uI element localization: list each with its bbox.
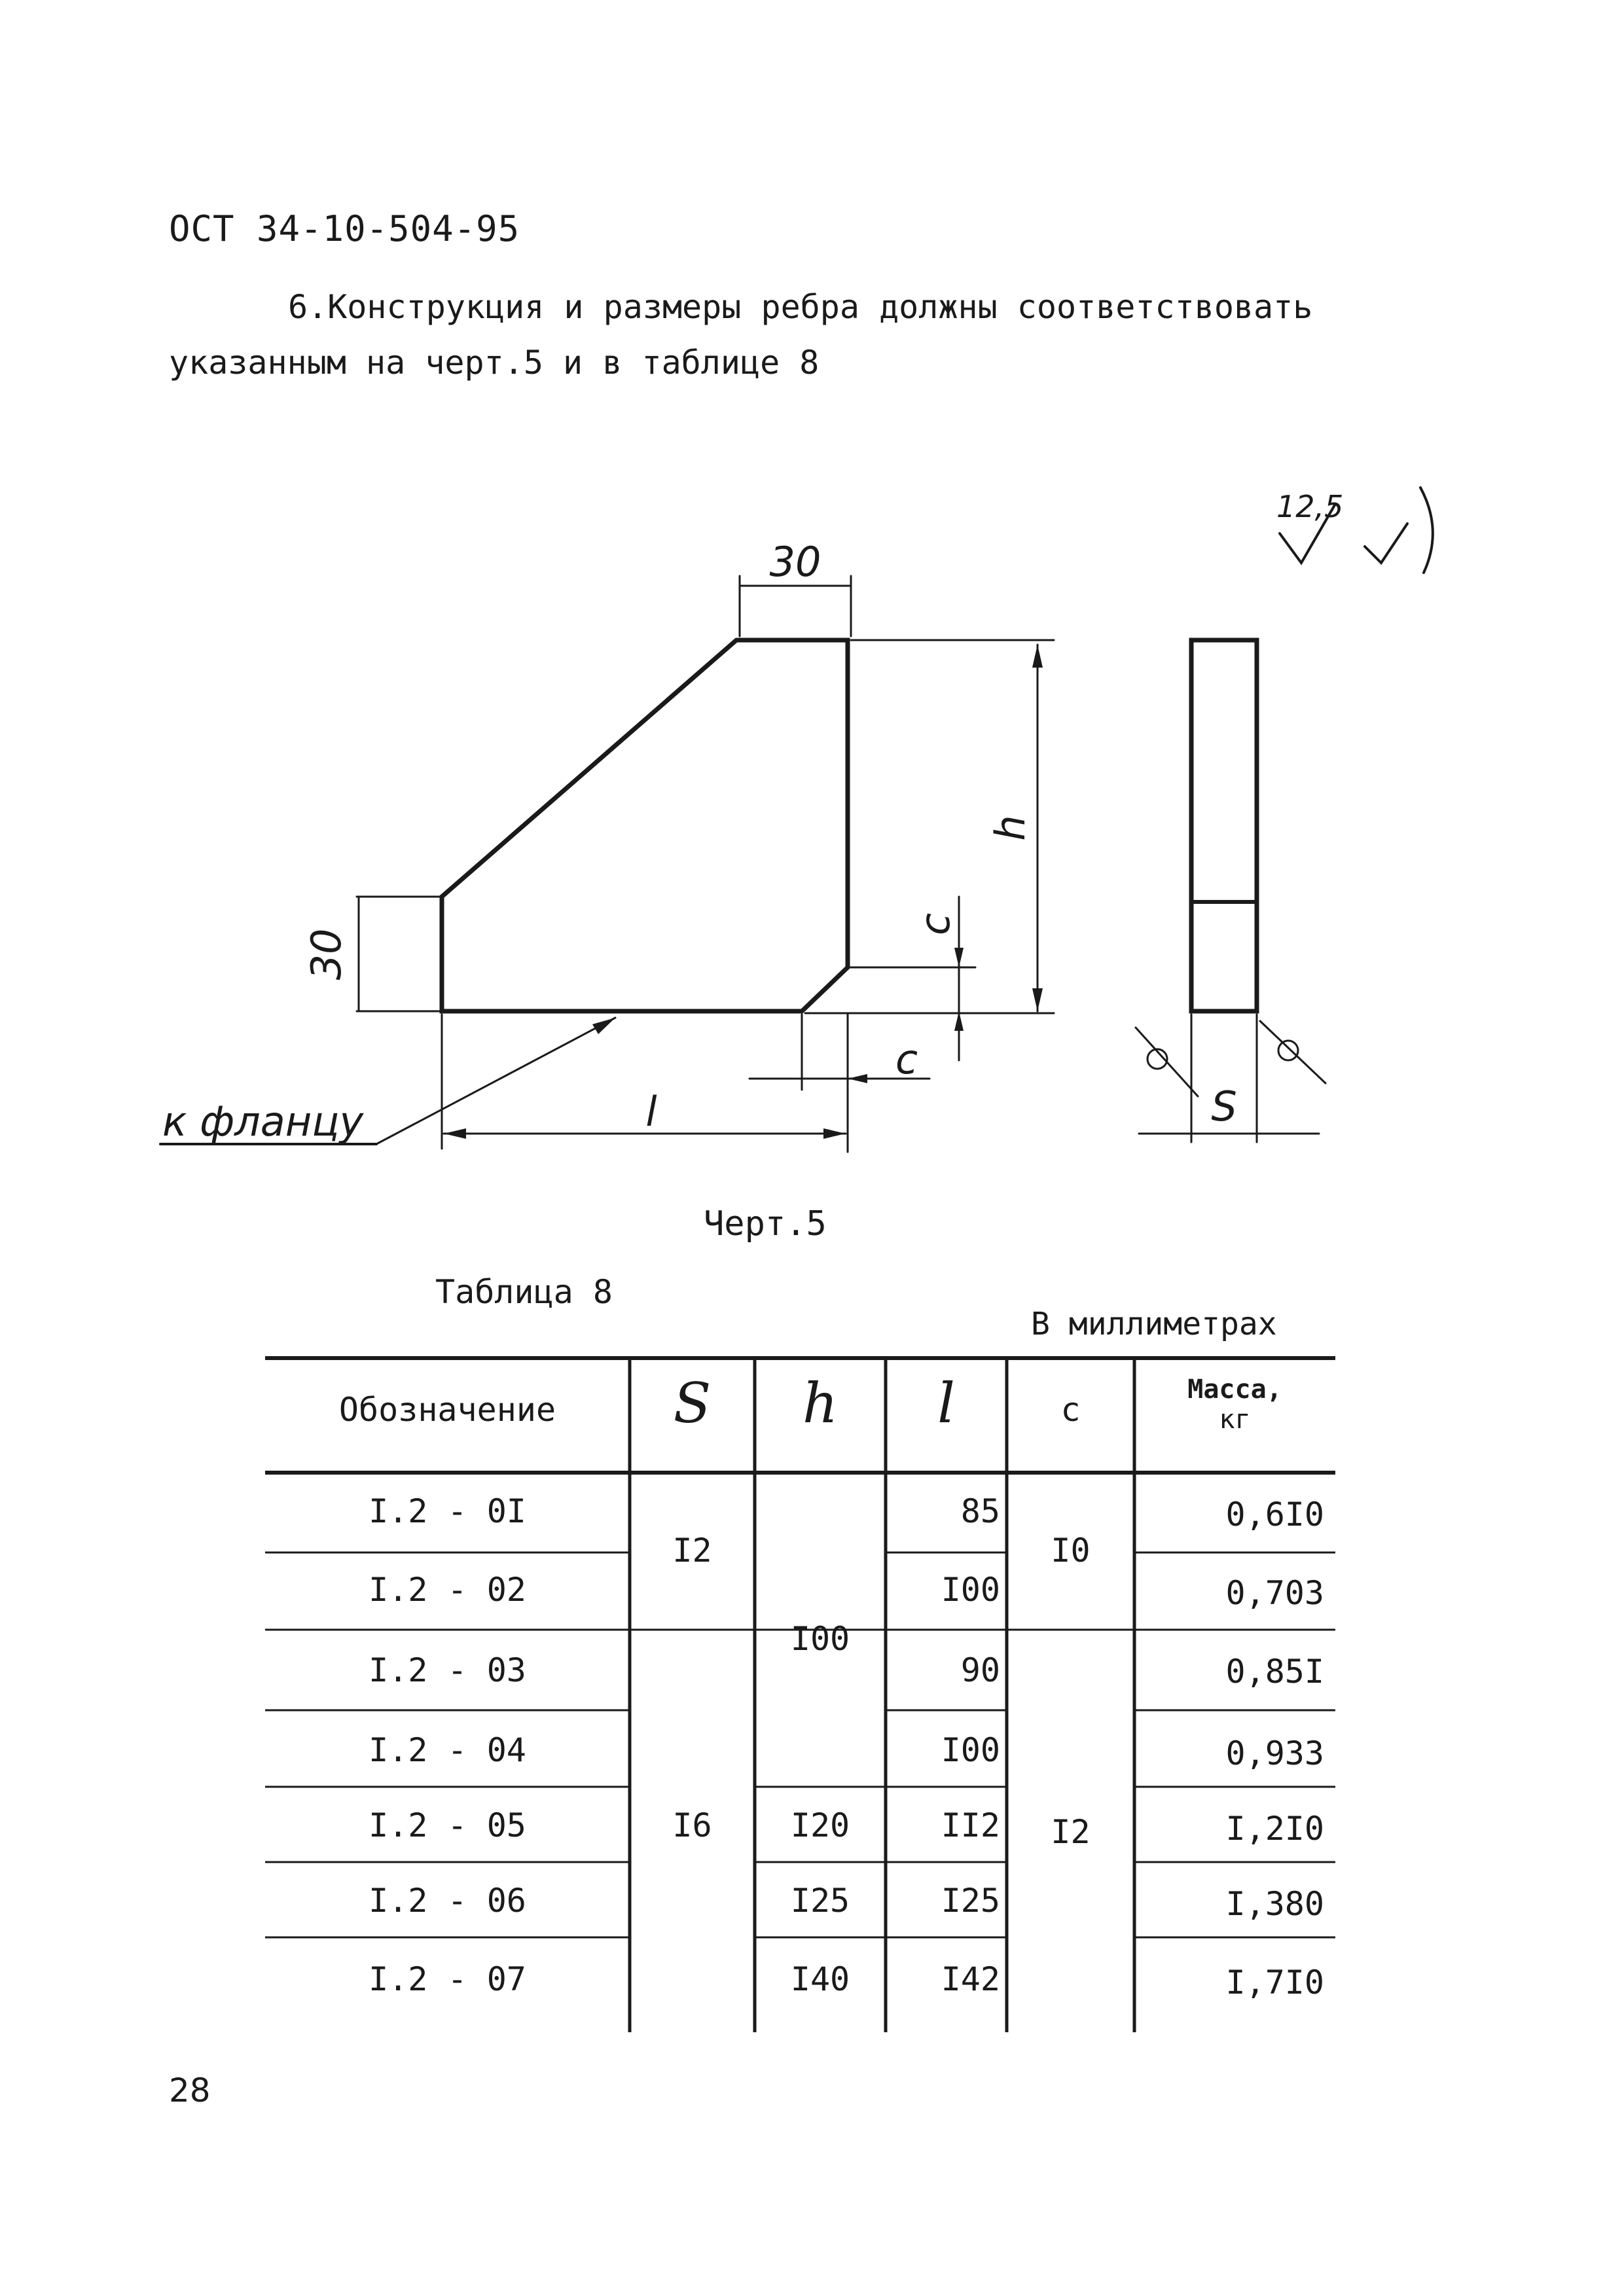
row-4-mass: 0,933 (1225, 1734, 1324, 1772)
row-7-designation: I.2 - 07 (369, 1960, 526, 1998)
dim-top-width-label: 30 (769, 538, 821, 586)
row-1-designation: I.2 - 0I (369, 1492, 526, 1530)
header-l: l (937, 1371, 955, 1435)
row-4-designation: I.2 - 04 (369, 1731, 526, 1769)
header-s: S (673, 1371, 712, 1435)
s-rows-1-2: I2 (672, 1532, 712, 1570)
row-6-mass: I,380 (1225, 1885, 1324, 1923)
dim-c-horizontal-label: c (895, 1035, 918, 1083)
page-number: 28 (169, 2072, 211, 2109)
paragraph-line-2: указанным на черт.5 и в таблице 8 (169, 344, 820, 382)
row-5-l: II2 (941, 1806, 1000, 1844)
row-2-mass: 0,703 (1225, 1574, 1324, 1612)
row-5-designation: I.2 - 05 (369, 1806, 526, 1844)
row-2-l: I00 (941, 1571, 1000, 1609)
document-code: ОСТ 34-10-504-95 (169, 208, 520, 249)
h-row-6: I25 (790, 1882, 850, 1920)
dim-s-label: S (1211, 1083, 1237, 1130)
row-6-l: I25 (941, 1882, 1000, 1920)
figure-caption: Черт.5 (704, 1204, 827, 1244)
row-3-mass: 0,85I (1225, 1653, 1324, 1691)
row-5-mass: I,2I0 (1225, 1810, 1324, 1848)
dim-left-height-label: 30 (302, 928, 350, 980)
s-rows-3-7: I6 (672, 1806, 712, 1844)
dim-l-label: l (645, 1088, 657, 1136)
h-rows-1-4: I00 (790, 1620, 850, 1658)
header-h: h (802, 1371, 839, 1435)
row-1-mass: 0,6I0 (1225, 1496, 1324, 1534)
row-2-designation: I.2 - 02 (369, 1571, 526, 1609)
table-units: В миллиметрах (1031, 1306, 1277, 1342)
flange-note: к фланцу (162, 1098, 364, 1145)
h-row-5: I20 (790, 1806, 850, 1844)
row-3-l: 90 (960, 1651, 1000, 1689)
dim-h-label: h (986, 815, 1034, 841)
header-mass-line2: кг (1219, 1405, 1251, 1435)
row-4-l: I00 (941, 1731, 1000, 1769)
header-mass (1134, 1374, 1335, 1435)
dim-c-vertical-label: c (911, 912, 959, 936)
header-c: c (1060, 1391, 1081, 1429)
h-row-7: I40 (790, 1960, 850, 1998)
paragraph-line-1: 6.Конструкция и размеры ребра должны соответствовать (288, 288, 1313, 326)
c-rows-1-2: I0 (1051, 1532, 1091, 1570)
row-3-designation: I.2 - 03 (369, 1651, 526, 1689)
row-7-l: I42 (941, 1960, 1000, 1998)
row-6-designation: I.2 - 06 (369, 1882, 526, 1920)
roughness-value: 12,5 (1276, 489, 1344, 524)
header-designation: Обозначение (338, 1391, 556, 1429)
table-title: Таблица 8 (435, 1273, 613, 1311)
row-7-mass: I,7I0 (1225, 1964, 1324, 2001)
row-1-l: 85 (960, 1492, 1000, 1530)
c-rows-3-7: I2 (1051, 1813, 1091, 1851)
header-mass-line1: Масса, (1187, 1374, 1282, 1405)
